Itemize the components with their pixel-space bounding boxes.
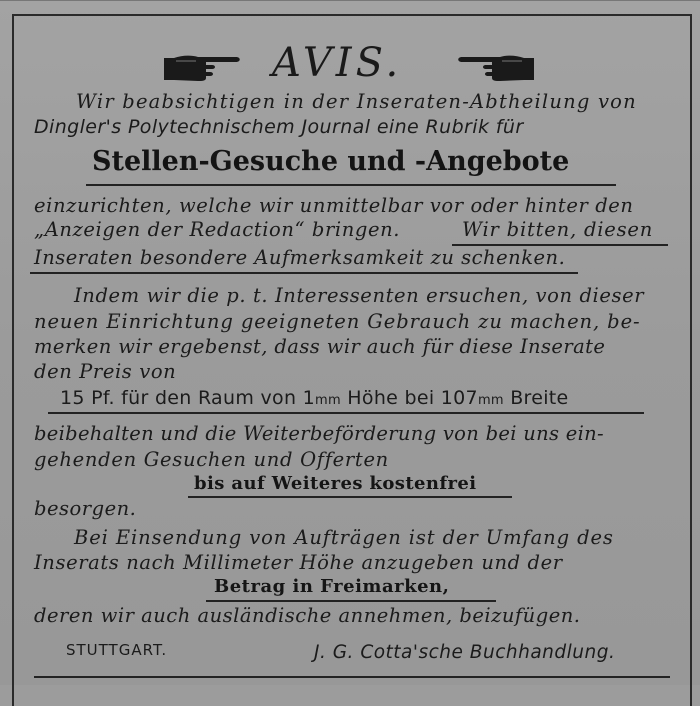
para4-line-1: Bei Einsendung von Aufträgen ist der Umfang des bbox=[74, 526, 614, 549]
para1-line-3: Inseraten besondere Aufmerksamkeit zu schenken. bbox=[34, 246, 566, 269]
para3-line-2: gehenden Gesuchen und Offerten bbox=[34, 448, 389, 471]
para3-line-1: beibehalten und die Weiterbeförderung von bei uns ein- bbox=[34, 422, 604, 445]
page-title: AVIS. bbox=[272, 40, 403, 86]
para1-line-2a: „Anzeigen der Redaction“ bringen. bbox=[34, 218, 401, 241]
price-line: 15 Pf. für den Raum von 1mm Höhe bei 107mm Breite bbox=[60, 387, 569, 409]
price-underline bbox=[48, 412, 644, 414]
para2-line-2: neuen Einrichtung geeigneten Gebrauch zu machen, be- bbox=[34, 310, 641, 333]
pointing-hand-right-icon bbox=[162, 48, 242, 84]
free-underline bbox=[188, 496, 512, 498]
intro-line-1: Wir beabsichtigen in der Inseraten-Abtheilung von bbox=[76, 90, 637, 113]
para2-line-3: merken wir ergebenst, dass wir auch für diese Inserate bbox=[34, 335, 606, 358]
pointing-hand-left-icon bbox=[456, 48, 536, 84]
section-heading: Stellen-Gesuche und -Angebote bbox=[92, 146, 570, 177]
underline-inseraten bbox=[30, 272, 578, 274]
bottom-rule bbox=[34, 676, 670, 678]
para4-line-2: Inserats nach Millimeter Höhe anzugeben und der bbox=[34, 551, 563, 574]
para1-line-2b: Wir bitten, diesen bbox=[462, 218, 654, 241]
stamps-underline bbox=[206, 600, 496, 602]
footer-place: STUTTGART. bbox=[66, 641, 168, 659]
intro-line-2: Dingler's Polytechnischem Journal eine Rubrik für bbox=[34, 116, 524, 138]
para2-line-4: den Preis von bbox=[34, 360, 177, 383]
besorgen-text: besorgen. bbox=[34, 497, 137, 520]
para1-line-1: einzurichten, welche wir unmittelbar vor oder hinter den bbox=[34, 194, 634, 217]
free-of-charge-text: bis auf Weiteres kostenfrei bbox=[194, 473, 477, 494]
para2-line-1: Indem wir die p. t. Interessenten ersuchen, von dieser bbox=[74, 284, 645, 307]
top-edge-line bbox=[0, 0, 700, 1]
footer-publisher: J. G. Cotta'sche Buchhandlung. bbox=[314, 642, 616, 663]
stamps-text: Betrag in Freimarken, bbox=[214, 576, 450, 597]
heading-underline bbox=[86, 184, 616, 186]
para5-line: deren wir auch ausländische annehmen, beizufügen. bbox=[34, 604, 581, 627]
